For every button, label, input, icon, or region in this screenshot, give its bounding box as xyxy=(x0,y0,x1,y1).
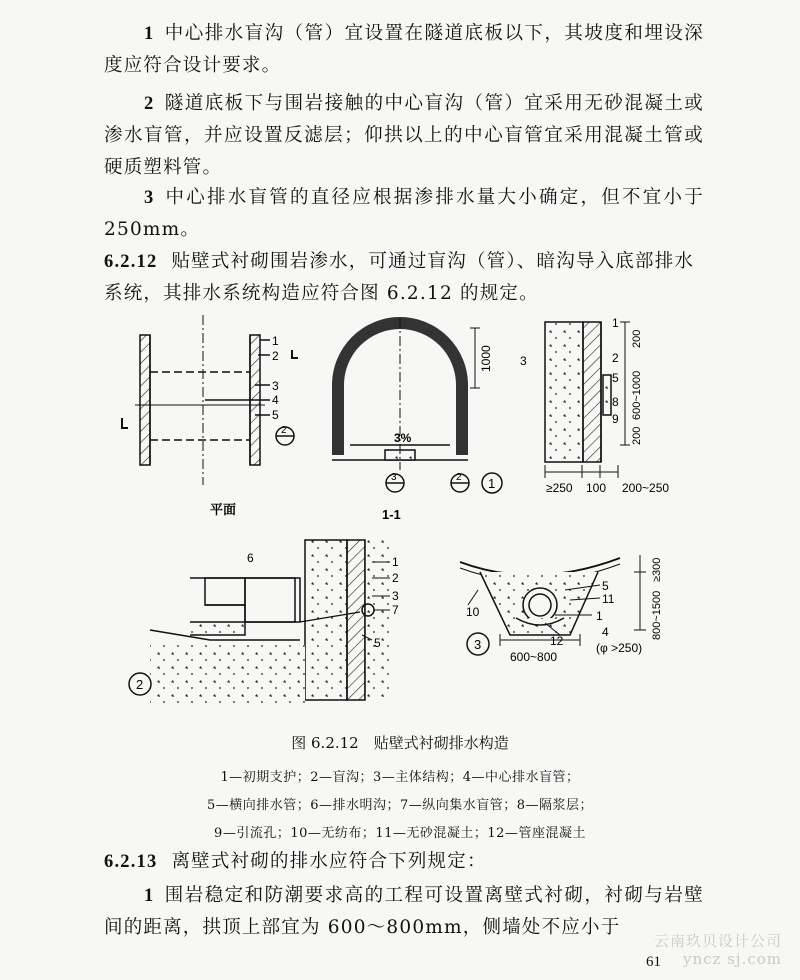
detail2-callout-3: 3 xyxy=(392,589,399,603)
detail3-callout-5: 5 xyxy=(602,579,609,593)
paragraph-1 xyxy=(104,18,704,82)
detail3-callout-10: 10 xyxy=(466,605,480,619)
section-6-2-13 xyxy=(104,846,724,878)
section-circle-2: 2 xyxy=(456,472,462,483)
detail3-dim-800-1500: 800~1500 xyxy=(651,590,663,640)
detail2-callout-7: 7 xyxy=(392,603,399,617)
plan-callout-1: 1 xyxy=(272,334,279,348)
paragraph-3-text: 中心排水盲管的直径应根据渗排水量大小确定，但不宜小于 250mm。 xyxy=(104,187,704,240)
plan-callout-5: 5 xyxy=(272,408,279,422)
detail1-callout-1: 1 xyxy=(612,316,619,330)
detail1-dim-100: 100 xyxy=(586,481,607,495)
section-6-2-13-item-1-text: 围岩稳定和防潮要求高的工程可设置离壁式衬砌，衬砌与岩壁间的距离，拱顶上部宜为 600～800mm，侧墙处不应小于 xyxy=(104,885,704,938)
detail-2-drawing xyxy=(129,540,395,705)
plan-callout-4: 4 xyxy=(272,393,279,407)
detail3-callout-1: 1 xyxy=(596,609,603,623)
section-1-1-drawing xyxy=(332,318,502,493)
paragraph-1-text: 中心排水盲沟（管）宜设置在隧道底板以下，其坡度和埋设深度应符合设计要求。 xyxy=(104,23,704,76)
section-6-2-13-text: 离壁式衬砌的排水应符合下列规定： xyxy=(171,851,487,872)
figure-legend-line-2: 5—横向排水管；6—排水明沟；7—纵向集水盲管；8—隔浆层； xyxy=(206,798,594,813)
detail1-dim-200-250: 200~250 xyxy=(622,481,670,495)
watermark-company: 云南玖贝设计公司 xyxy=(653,932,782,950)
detail1-callout-5: 5 xyxy=(612,371,619,385)
detail2-circle-label: 2 xyxy=(136,677,144,692)
paragraph-2-text: 隧道底板下与围岩接触的中心盲沟（管）宜采用无砂混凝土或渗水盲管，并应设置反滤层；仰拱以上的中心盲管宜采用混凝土管或硬质塑料管。 xyxy=(104,93,704,178)
watermark-url: yncz sj.com xyxy=(683,950,782,968)
detail1-dim-600-1000: 600~1000 xyxy=(631,370,643,420)
detail1-callout-8: 8 xyxy=(612,395,619,409)
paragraph-2 xyxy=(104,88,704,184)
detail2-callout-6: 6 xyxy=(247,551,254,565)
detail1-callout-2: 2 xyxy=(612,351,619,365)
section-circle-1: 1 xyxy=(488,476,496,491)
plan-view-label: 平面 xyxy=(210,502,237,517)
paragraph-3-number: 3 xyxy=(144,188,155,208)
figure-legend-line-3: 9—引流孔；10—无纺布；11—无砂混凝土；12—管座混凝土 xyxy=(214,826,586,841)
section-slope-label: 3% xyxy=(394,431,412,445)
detail3-dim-600-800: 600~800 xyxy=(510,650,558,664)
plan-callout-3: 3 xyxy=(272,379,279,393)
detail3-callout-11: 11 xyxy=(602,592,615,606)
detail3-circle-label: 3 xyxy=(474,637,482,652)
detail1-dim-200: 200 xyxy=(631,329,643,348)
figure-caption: 图 6.2.12 贴壁式衬砌排水构造 xyxy=(291,734,509,752)
section-6-2-13-item-1-number: 1 xyxy=(144,886,155,906)
figure-legend-line-1: 1—初期支护；2—盲沟；3—主体结构；4—中心排水盲管； xyxy=(220,770,580,785)
detail3-dim-300: ≥300 xyxy=(651,557,663,582)
section-6-2-12-number: 6.2.12 xyxy=(104,252,158,272)
paragraph-3 xyxy=(104,182,704,246)
section-view-label: 1-1 xyxy=(382,507,401,522)
detail1-dim-200b: 200 xyxy=(631,426,643,445)
figure-6-2-12 xyxy=(0,300,800,730)
section-6-2-13-number: 6.2.13 xyxy=(104,852,158,872)
detail3-callout-4: 4 xyxy=(602,625,609,639)
paragraph-1-number: 1 xyxy=(144,24,155,44)
section-6-2-13-item-1 xyxy=(104,880,704,944)
detail2-callout-5: 5 xyxy=(374,636,381,650)
plan-callout-2: 2 xyxy=(272,349,279,363)
detail2-callout-2: 2 xyxy=(392,571,399,585)
paragraph-2-number: 2 xyxy=(144,94,155,114)
plan-callout-circle-2: 2 xyxy=(281,425,287,436)
page-number: 61 xyxy=(646,954,661,970)
detail1-dim-250: ≥250 xyxy=(546,481,573,495)
detail2-callout-1: 1 xyxy=(392,555,399,569)
section-6-2-12-text: 贴壁式衬砌围岩渗水，可通过盲沟（管）、暗沟导入底部排水系统，其排水系统构造应符合图 6.2.12 的规定。 xyxy=(104,251,695,304)
detail1-callout-9: 9 xyxy=(612,412,619,426)
section-dim-1000: 1000 xyxy=(479,345,493,372)
section-circle-3: 3 xyxy=(391,472,397,483)
detail3-phi-label: (φ >250) xyxy=(596,641,643,655)
detail1-callout-3: 3 xyxy=(520,354,527,368)
detail3-callout-12: 12 xyxy=(550,634,564,648)
